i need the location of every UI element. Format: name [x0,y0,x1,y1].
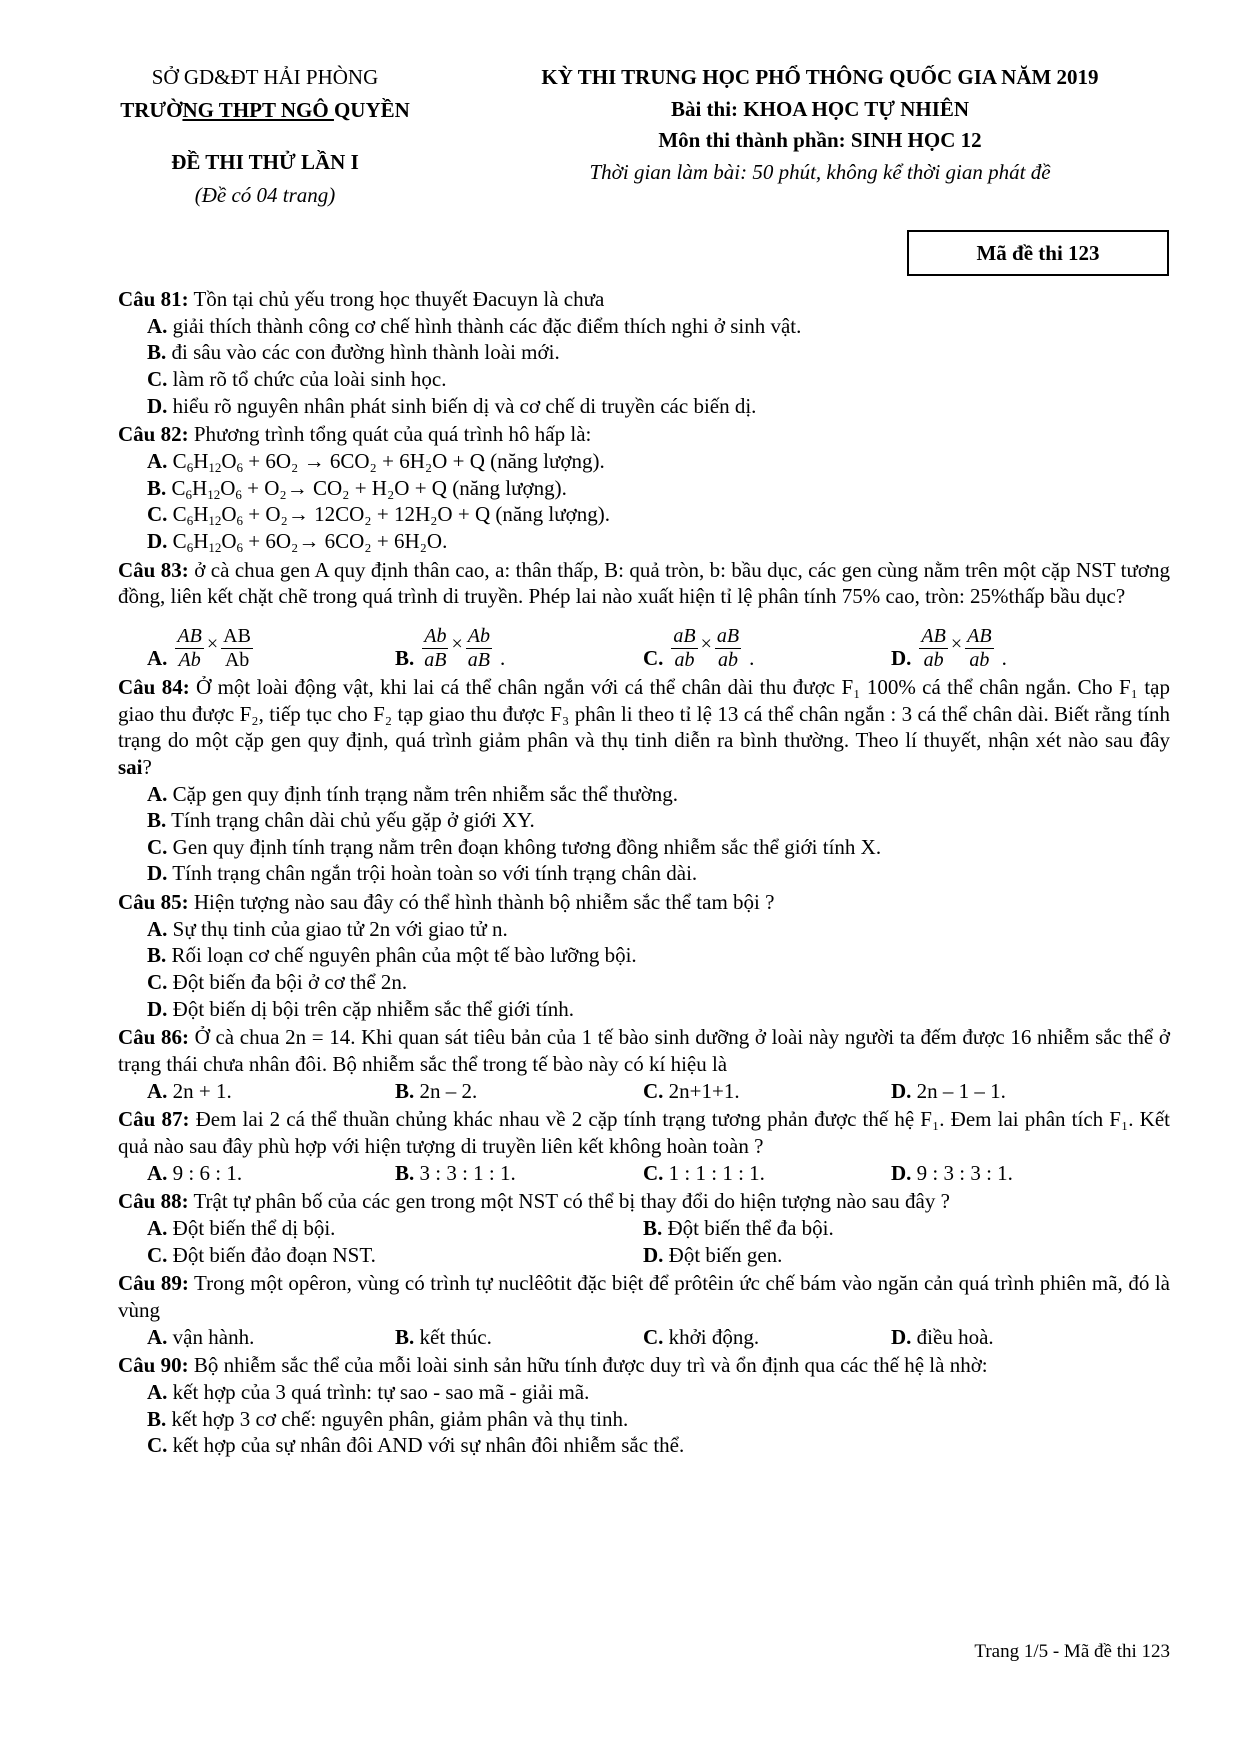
exam-subject-group: Bài thi: KHOA HỌC TỰ NHIÊN [670,96,970,121]
option-b: B. 3 : 3 : 1 : 1. [395,1160,516,1185]
option-d: D. Đột biến dị bội trên cặp nhiễm sắc thể giới tính. [147,996,574,1021]
option-b: B. kết thúc. [395,1324,492,1349]
question-list [118,286,1170,1461]
option-b: B. Tính trạng chân dài chủ yếu gặp ở giới XY. [147,808,535,833]
option-c: C. kết hợp của sự nhân đôi AND với sự nhân đôi nhiễm sắc thể. [147,1433,685,1458]
question-label: Câu 84: [118,674,190,699]
option-d: D. 2n – 1 – 1. [891,1078,1006,1103]
glucose-formula: $C_6H_{12}O_6$ [172,448,244,475]
question-86 [118,1024,1170,1104]
emphasis-word: sai [118,754,143,779]
option-d: D. $\frac{AB}{ab}$ × $\frac{AB}{ab}$ . [891,624,1007,671]
department-name: SỞ GD&ĐT HẢI PHÒNG [151,65,379,89]
option-row [118,1078,1170,1105]
option-a: A. Cặp gen quy định tính trạng nằm trên nhiễm sắc thể thường. [147,781,679,806]
option-a: A. Sự thụ tinh của giao tử 2n với giao tử n. [147,916,508,941]
option-grid [118,1215,1170,1268]
glucose-formula: $C_6H_{12}O_6$ [171,475,242,502]
question-text: Tồn tại chủ yếu trong học thuyết Đacuyn là chưa [188,287,605,311]
exam-subject: Môn thi thành phần: SINH HỌC 12 [658,128,982,153]
page-count-note: (Đề có 04 trang) [194,182,336,207]
option-a: A. 2n + 1. [147,1078,232,1103]
option-b: B. 2n – 2. [395,1078,478,1103]
option-c: C. Đột biến đa bội ở cơ thể 2n. [147,970,408,995]
exam-title: KỲ THI TRUNG HỌC PHỔ THÔNG QUỐC GIA NĂM 2019 [541,65,1099,89]
question-label: Câu 86: [118,1025,189,1050]
question-label: Câu 85: [118,890,189,915]
exam-header [470,64,1170,191]
question-text: Hiện tượng nào sau đây có thể hình thành bộ nhiễm sắc thể tam bội ? [188,890,775,915]
cross-options [118,610,1170,672]
question-label: Câu 82: [118,422,189,447]
option-a: A. giải thích thành công cơ chế hình thành các đặc điểm thích nghi ở sinh vật. [147,313,802,338]
question-81 [118,286,1170,419]
question-label: Câu 83: [118,557,189,582]
option-d: D. hiểu rõ nguyên nhân phát sinh biến dị và cơ chế di truyền các biến dị. [147,393,757,418]
question-90 [118,1352,1170,1459]
option-c: C. 1 : 1 : 1 : 1. [643,1160,765,1185]
option-c: C. Gen quy định tính trạng nằm trên đoạn không tương đồng nhiễm sắc thể giới tính X. [147,834,882,859]
option-row [118,1160,1170,1187]
question-text: Ở một loài động vật, khi lai cá thể chân ngắn với cá thể chân dài thu được F₁ 100% cá thể chân ngắn. Cho F₁ tạp giao thu được F₂, tiếp tục cho F₂ tạp giao thu được F₃ phân li theo tỉ lệ 13 cá thể chân ngắn : 3 cá thể chân dài. Biết rằng tính trạng do một cặp gen quy định, quá trình giảm phân và thụ tinh diễn ra bình thường. Theo lí thuyết, nhận xét nào sau đây [118,674,1170,753]
glucose-formula: $C_6H_{12}O_6$ [172,528,244,555]
option-a: A. kết hợp của 3 quá trình: tự sao - sao mã - giải mã. [147,1379,590,1404]
option-c: C. khởi động. [643,1324,760,1349]
question-text: Đem lai 2 cá thể thuần chủng khác nhau về 2 cặp tính trạng tương phản được thế hệ F₁. Đem lai phân tích F₁. Kết quả nào sau đây phù hợp với hiện tượng di truyền liên kết không hoàn toàn ? [118,1107,1170,1159]
option-row [118,1324,1170,1351]
question-88 [118,1188,1170,1268]
exam-duration: Thời gian làm bài: 50 phút, không kể thời gian phát đề [589,159,1051,184]
exam-round-title: ĐỀ THI THỬ LẦN I [171,150,359,175]
school-name: TRƯỜNG THPT NGÔ QUYỀN [120,97,410,122]
option-b: B. Đột biến thể đa bội. [643,1216,834,1240]
option-a: A. 9 : 6 : 1. [147,1160,243,1185]
question-text: Trong một opêron, vùng có trình tự nuclêôtit đặc biệt để prôtêin ức chế bám vào ngăn cản quá trình phiên mã, đó là vùng [118,1271,1171,1322]
question-label: Câu 90: [118,1353,189,1378]
option-d: D. Đột biến gen. [643,1242,783,1267]
question-text: Bộ nhiễm sắc thể của mỗi loài sinh sản hữu tính được duy trì và ổn định qua các thế hệ là nhờ: [188,1353,988,1378]
question-85 [118,889,1170,1022]
option-c: C. Đột biến đảo đoạn NST. [147,1242,376,1267]
exam-code-box: Mã đề thi 123 [907,230,1169,276]
option-a: A. $\frac{AB}{Ab}$ × $\frac{AB}{Ab}$ [147,624,251,671]
option-b: B. Rối loạn cơ chế nguyên phân của một tế bào lưỡng bội. [147,943,637,968]
question-text: ở cà chua gen A quy định thân cao, a: thân thấp, B: quả tròn, b: bầu dục, các gen cùng nằm trên một cặp NST tương đồng, liên kết chặt chẽ trong quá trình di truyền. Phép lai nào xuất hiện tỉ lệ phân tính 75% cao, tròn: 25%thấp bầu dục? [118,557,1171,609]
option-d: D. 9 : 3 : 3 : 1. [891,1160,1013,1185]
question-89 [118,1270,1170,1350]
glucose-formula: $C_6H_{12}O_6$ [172,502,244,529]
option-c: C. 2n+1+1. [643,1078,740,1103]
question-label: Câu 88: [118,1189,189,1214]
option-c: C. làm rõ tổ chức của loài sinh học. [147,366,447,391]
question-82 [118,421,1170,554]
option-d: D. điều hoà. [891,1324,994,1349]
option-a: A. $C_6H_{12}O_6 + 6O_2 \to 6CO_2 + 6H_2O + Q$ (năng lượng). [147,448,605,475]
option-c: C. $C_6H_{12}O_6 + O_2\to 12CO_2 + 12H_2O + Q$ (năng lượng). [147,502,610,529]
question-84: Câu 84: Ở một loài động vật, khi lai cá thể chân ngắn với cá thể chân dài thu được F₁ 100% cá thể chân ngắn. Cho F₁ tạp giao thu được F₂, tiếp tục cho F₂ tạp giao thu được F₃ phân li theo tỉ lệ 13 cá thể chân ngắn : 3 cá thể chân dài. Biết rằng tính trạng do một cặp gen quy định, quá trình giảm phân và thụ tinh diễn ra bình thường. Theo lí thuyết, nhận xét nào sau đây sai? A. Cặp gen quy định tính trạng nằm trên nhiễm sắc thể thường. B. Tính trạng chân dài chủ yếu gặp ở giới XY. C. Gen quy định tính trạng nằm trên đoạn không tương đồng nhiễm sắc thể giới tính X. D. Tính trạng chân ngắn trội hoàn toàn so với tính trạng chân dài. [118,674,1170,886]
option-d: D. Tính trạng chân ngắn trội hoàn toàn so với tính trạng chân dài. [147,861,698,886]
question-text: Ở cà chua 2n = 14. Khi quan sát tiêu bản của 1 tế bào sinh dưỡng ở loài này người ta đếm được 16 nhiễm sắc thể ở trạng thái chưa nhân đôi. Bộ nhiễm sắc thể trong tế bào này có kí hiệu là [118,1025,1171,1077]
question-83 [118,557,1170,672]
option-b: B. $\frac{Ab}{aB}$ × $\frac{Ab}{aB}$ . [395,624,506,671]
option-b: B. đi sâu vào các con đường hình thành loài mới. [147,340,560,365]
option-c: C. $\frac{aB}{ab}$ × $\frac{aB}{ab}$ . [643,624,755,671]
option-a: A. vận hành. [147,1324,255,1349]
question-87 [118,1106,1170,1186]
option-d: D. $C_6H_{12}O_6 + 6O_2\to 6CO_2 + 6H_2O$. [147,528,448,555]
question-label: Câu 81: [118,287,189,311]
question-text: Trật tự phân bố của các gen trong một NST có thể bị thay đổi do hiện tượng nào sau đây ? [188,1189,950,1214]
option-b: B. $C_6H_{12}O_6 + O_2\to CO_2 + H_2O + Q$ (năng lượng). [147,475,567,502]
option-a: A. Đột biến thể dị bội. [147,1216,336,1240]
question-text: Phương trình tổng quát của quá trình hô hấp là: [188,422,592,447]
option-b: B. kết hợp 3 cơ chế: nguyên phân, giảm phân và thụ tinh. [147,1406,629,1431]
school-header [110,64,420,215]
question-label: Câu 87: [118,1107,190,1132]
page-footer: Trang 1/5 - Mã đề thi 123 [974,1641,1170,1662]
question-label: Câu 89: [118,1271,189,1296]
